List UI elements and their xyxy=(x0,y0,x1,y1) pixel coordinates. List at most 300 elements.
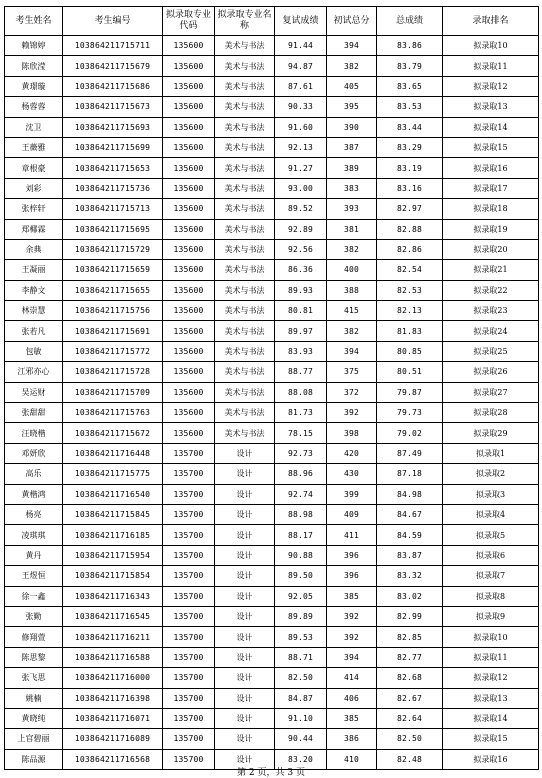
cell-retest-score: 88.71 xyxy=(275,647,327,667)
cell-retest-score: 92.74 xyxy=(275,484,327,504)
cell-major-name: 设计 xyxy=(215,443,275,463)
cell-total-score: 84.59 xyxy=(377,525,443,545)
table-row xyxy=(5,749,539,769)
cell-major-name: 美术与书法 xyxy=(215,280,275,300)
cell-retest-score: 88.17 xyxy=(275,525,327,545)
cell-name: 杨亮 xyxy=(5,504,63,524)
table-row xyxy=(5,158,539,178)
cell-initial-score: 420 xyxy=(327,443,377,463)
cell-admission-rank: 拟录取29 xyxy=(443,423,539,443)
cell-retest-score: 88.08 xyxy=(275,382,327,402)
cell-major-name: 美术与书法 xyxy=(215,76,275,96)
cell-total-score: 82.77 xyxy=(377,647,443,667)
cell-major-code: 135700 xyxy=(163,708,215,728)
cell-total-score: 83.44 xyxy=(377,117,443,137)
cell-total-score: 80.51 xyxy=(377,362,443,382)
cell-candidate-id: 103864211715756 xyxy=(63,301,163,321)
cell-retest-score: 87.61 xyxy=(275,76,327,96)
cell-total-score: 82.86 xyxy=(377,239,443,259)
cell-total-score: 82.50 xyxy=(377,729,443,749)
cell-candidate-id: 103864211715775 xyxy=(63,464,163,484)
cell-major-code: 135600 xyxy=(163,97,215,117)
cell-initial-score: 372 xyxy=(327,382,377,402)
cell-total-score: 82.88 xyxy=(377,219,443,239)
cell-initial-score: 386 xyxy=(327,729,377,749)
table-row xyxy=(5,525,539,545)
cell-name: 邓妍欣 xyxy=(5,443,63,463)
cell-major-code: 135600 xyxy=(163,199,215,219)
cell-candidate-id: 103864211715729 xyxy=(63,239,163,259)
cell-total-score: 83.02 xyxy=(377,586,443,606)
cell-retest-score: 92.56 xyxy=(275,239,327,259)
cell-name: 林崇慧 xyxy=(5,301,63,321)
cell-admission-rank: 拟录取19 xyxy=(443,219,539,239)
cell-total-score: 87.49 xyxy=(377,443,443,463)
header-major-code: 拟录取专业代码 xyxy=(163,7,215,36)
cell-initial-score: 392 xyxy=(327,606,377,626)
cell-admission-rank: 拟录取21 xyxy=(443,260,539,280)
cell-total-score: 83.79 xyxy=(377,56,443,76)
table-row xyxy=(5,484,539,504)
cell-candidate-id: 103864211715686 xyxy=(63,76,163,96)
cell-total-score: 84.98 xyxy=(377,484,443,504)
table-row xyxy=(5,464,539,484)
table-row xyxy=(5,382,539,402)
cell-initial-score: 382 xyxy=(327,321,377,341)
cell-initial-score: 394 xyxy=(327,36,377,56)
cell-admission-rank: 拟录取14 xyxy=(443,708,539,728)
table-row xyxy=(5,178,539,198)
cell-major-name: 美术与书法 xyxy=(215,423,275,443)
cell-retest-score: 89.97 xyxy=(275,321,327,341)
cell-candidate-id: 103864211716071 xyxy=(63,708,163,728)
cell-major-code: 135700 xyxy=(163,627,215,647)
cell-total-score: 83.65 xyxy=(377,76,443,96)
cell-admission-rank: 拟录取27 xyxy=(443,382,539,402)
cell-admission-rank: 拟录取9 xyxy=(443,606,539,626)
cell-initial-score: 383 xyxy=(327,178,377,198)
header-row xyxy=(5,7,539,36)
cell-total-score: 83.87 xyxy=(377,545,443,565)
cell-major-code: 135700 xyxy=(163,566,215,586)
header-total-score: 总成绩 xyxy=(377,7,443,36)
table-row xyxy=(5,729,539,749)
table-row xyxy=(5,280,539,300)
cell-initial-score: 415 xyxy=(327,301,377,321)
cell-major-name: 设计 xyxy=(215,627,275,647)
cell-retest-score: 89.53 xyxy=(275,627,327,647)
table-row xyxy=(5,260,539,280)
cell-major-code: 135700 xyxy=(163,749,215,769)
cell-initial-score: 410 xyxy=(327,749,377,769)
cell-name: 章根豪 xyxy=(5,158,63,178)
cell-retest-score: 92.05 xyxy=(275,586,327,606)
cell-major-name: 美术与书法 xyxy=(215,219,275,239)
cell-admission-rank: 拟录取10 xyxy=(443,36,539,56)
cell-retest-score: 86.36 xyxy=(275,260,327,280)
table-row xyxy=(5,443,539,463)
cell-major-code: 135600 xyxy=(163,321,215,341)
cell-initial-score: 385 xyxy=(327,586,377,606)
cell-major-name: 美术与书法 xyxy=(215,321,275,341)
cell-initial-score: 392 xyxy=(327,403,377,423)
cell-admission-rank: 拟录取8 xyxy=(443,586,539,606)
cell-candidate-id: 103864211715679 xyxy=(63,56,163,76)
cell-total-score: 79.73 xyxy=(377,403,443,423)
cell-admission-rank: 拟录取24 xyxy=(443,321,539,341)
table-row xyxy=(5,606,539,626)
table-row xyxy=(5,321,539,341)
cell-candidate-id: 103864211716398 xyxy=(63,688,163,708)
cell-candidate-id: 103864211715954 xyxy=(63,545,163,565)
cell-candidate-id: 103864211715736 xyxy=(63,178,163,198)
cell-initial-score: 394 xyxy=(327,341,377,361)
cell-major-name: 设计 xyxy=(215,606,275,626)
cell-major-name: 美术与书法 xyxy=(215,97,275,117)
cell-admission-rank: 拟录取15 xyxy=(443,137,539,157)
cell-admission-rank: 拟录取4 xyxy=(443,504,539,524)
cell-initial-score: 430 xyxy=(327,464,377,484)
cell-major-name: 设计 xyxy=(215,525,275,545)
cell-name: 李静文 xyxy=(5,280,63,300)
cell-admission-rank: 拟录取1 xyxy=(443,443,539,463)
cell-name: 高乐 xyxy=(5,464,63,484)
cell-initial-score: 393 xyxy=(327,199,377,219)
cell-major-code: 135700 xyxy=(163,443,215,463)
cell-name: 凌琪琪 xyxy=(5,525,63,545)
cell-total-score: 83.19 xyxy=(377,158,443,178)
cell-initial-score: 394 xyxy=(327,647,377,667)
cell-major-name: 设计 xyxy=(215,484,275,504)
cell-candidate-id: 103864211716343 xyxy=(63,586,163,606)
cell-major-code: 135600 xyxy=(163,117,215,137)
cell-total-score: 82.99 xyxy=(377,606,443,626)
cell-candidate-id: 103864211715772 xyxy=(63,341,163,361)
cell-name: 黄楷鸿 xyxy=(5,484,63,504)
cell-major-code: 135700 xyxy=(163,668,215,688)
cell-admission-rank: 拟录取12 xyxy=(443,76,539,96)
table-row xyxy=(5,137,539,157)
cell-major-name: 设计 xyxy=(215,749,275,769)
cell-candidate-id: 103864211716000 xyxy=(63,668,163,688)
table-header xyxy=(5,7,539,36)
table-row xyxy=(5,647,539,667)
cell-initial-score: 385 xyxy=(327,708,377,728)
cell-major-code: 135700 xyxy=(163,586,215,606)
cell-candidate-id: 103864211715659 xyxy=(63,260,163,280)
cell-total-score: 83.53 xyxy=(377,97,443,117)
table-row xyxy=(5,545,539,565)
table-row xyxy=(5,56,539,76)
cell-candidate-id: 103864211716545 xyxy=(63,606,163,626)
cell-total-score: 82.13 xyxy=(377,301,443,321)
cell-retest-score: 90.44 xyxy=(275,729,327,749)
cell-major-name: 设计 xyxy=(215,504,275,524)
cell-retest-score: 83.93 xyxy=(275,341,327,361)
cell-total-score: 83.29 xyxy=(377,137,443,157)
cell-initial-score: 396 xyxy=(327,566,377,586)
cell-admission-rank: 拟录取5 xyxy=(443,525,539,545)
cell-initial-score: 392 xyxy=(327,627,377,647)
cell-major-name: 设计 xyxy=(215,586,275,606)
cell-candidate-id: 103864211715711 xyxy=(63,36,163,56)
cell-name: 王煜恒 xyxy=(5,566,63,586)
cell-major-name: 设计 xyxy=(215,545,275,565)
cell-name: 黄丹 xyxy=(5,545,63,565)
cell-total-score: 80.85 xyxy=(377,341,443,361)
cell-name: 吴运财 xyxy=(5,382,63,402)
cell-initial-score: 405 xyxy=(327,76,377,96)
cell-retest-score: 90.88 xyxy=(275,545,327,565)
cell-admission-rank: 拟录取20 xyxy=(443,239,539,259)
cell-total-score: 82.97 xyxy=(377,199,443,219)
cell-major-name: 设计 xyxy=(215,708,275,728)
cell-major-code: 135700 xyxy=(163,484,215,504)
cell-name: 陈思黎 xyxy=(5,647,63,667)
cell-major-code: 135600 xyxy=(163,341,215,361)
cell-major-code: 135700 xyxy=(163,606,215,626)
cell-name: 张梓轩 xyxy=(5,199,63,219)
table-row xyxy=(5,708,539,728)
table-row xyxy=(5,627,539,647)
cell-major-code: 135600 xyxy=(163,301,215,321)
cell-admission-rank: 拟录取11 xyxy=(443,647,539,667)
cell-retest-score: 84.87 xyxy=(275,688,327,708)
cell-candidate-id: 103864211716540 xyxy=(63,484,163,504)
cell-candidate-id: 103864211715709 xyxy=(63,382,163,402)
cell-name: 修翔萱 xyxy=(5,627,63,647)
cell-total-score: 79.87 xyxy=(377,382,443,402)
table-row xyxy=(5,341,539,361)
cell-initial-score: 390 xyxy=(327,117,377,137)
table-row xyxy=(5,668,539,688)
table-row xyxy=(5,97,539,117)
cell-major-name: 设计 xyxy=(215,566,275,586)
cell-retest-score: 90.33 xyxy=(275,97,327,117)
cell-name: 王凝丽 xyxy=(5,260,63,280)
cell-initial-score: 406 xyxy=(327,688,377,708)
cell-retest-score: 88.98 xyxy=(275,504,327,524)
cell-name: 郑椰霖 xyxy=(5,219,63,239)
header-admission-rank: 录取排名 xyxy=(443,7,539,36)
cell-major-name: 美术与书法 xyxy=(215,260,275,280)
cell-major-name: 设计 xyxy=(215,688,275,708)
cell-admission-rank: 拟录取11 xyxy=(443,56,539,76)
cell-admission-rank: 拟录取2 xyxy=(443,464,539,484)
cell-major-code: 135600 xyxy=(163,423,215,443)
cell-major-code: 135700 xyxy=(163,729,215,749)
cell-initial-score: 398 xyxy=(327,423,377,443)
cell-name: 王薇雅 xyxy=(5,137,63,157)
cell-name: 张飞思 xyxy=(5,668,63,688)
cell-major-name: 美术与书法 xyxy=(215,301,275,321)
header-retest-score: 复试成绩 xyxy=(275,7,327,36)
cell-name: 黄璟璇 xyxy=(5,76,63,96)
cell-major-name: 设计 xyxy=(215,464,275,484)
cell-major-name: 设计 xyxy=(215,647,275,667)
cell-retest-score: 78.15 xyxy=(275,423,327,443)
cell-retest-score: 92.13 xyxy=(275,137,327,157)
header-initial-score: 初试总分 xyxy=(327,7,377,36)
cell-candidate-id: 103864211715699 xyxy=(63,137,163,157)
table-row xyxy=(5,117,539,137)
cell-major-code: 135600 xyxy=(163,137,215,157)
cell-admission-rank: 拟录取17 xyxy=(443,178,539,198)
cell-major-code: 135700 xyxy=(163,464,215,484)
cell-admission-rank: 拟录取13 xyxy=(443,688,539,708)
header-major-name: 拟录取专业名称 xyxy=(215,7,275,36)
cell-major-name: 设计 xyxy=(215,729,275,749)
cell-major-name: 美术与书法 xyxy=(215,36,275,56)
cell-candidate-id: 103864211715845 xyxy=(63,504,163,524)
cell-admission-rank: 拟录取6 xyxy=(443,545,539,565)
cell-admission-rank: 拟录取10 xyxy=(443,627,539,647)
cell-candidate-id: 103864211715728 xyxy=(63,362,163,382)
cell-major-code: 135600 xyxy=(163,36,215,56)
cell-major-code: 135600 xyxy=(163,260,215,280)
cell-candidate-id: 103864211715691 xyxy=(63,321,163,341)
cell-major-name: 美术与书法 xyxy=(215,362,275,382)
cell-candidate-id: 103864211715854 xyxy=(63,566,163,586)
cell-candidate-id: 103864211715655 xyxy=(63,280,163,300)
cell-retest-score: 89.89 xyxy=(275,606,327,626)
cell-retest-score: 80.81 xyxy=(275,301,327,321)
cell-total-score: 87.18 xyxy=(377,464,443,484)
cell-name: 杨蓉蓉 xyxy=(5,97,63,117)
cell-initial-score: 395 xyxy=(327,97,377,117)
cell-admission-rank: 拟录取3 xyxy=(443,484,539,504)
cell-name: 汪晓楷 xyxy=(5,423,63,443)
cell-major-name: 美术与书法 xyxy=(215,341,275,361)
cell-name: 赖锦婷 xyxy=(5,36,63,56)
header-name: 考生姓名 xyxy=(5,7,63,36)
table-row xyxy=(5,504,539,524)
cell-major-code: 135700 xyxy=(163,525,215,545)
cell-name: 刘彩 xyxy=(5,178,63,198)
cell-candidate-id: 103864211716568 xyxy=(63,749,163,769)
cell-candidate-id: 103864211716211 xyxy=(63,627,163,647)
cell-major-code: 135600 xyxy=(163,280,215,300)
cell-major-code: 135700 xyxy=(163,688,215,708)
cell-major-name: 美术与书法 xyxy=(215,56,275,76)
cell-total-score: 82.68 xyxy=(377,668,443,688)
cell-major-name: 美术与书法 xyxy=(215,403,275,423)
cell-name: 江邪亦心 xyxy=(5,362,63,382)
cell-admission-rank: 拟录取16 xyxy=(443,749,539,769)
cell-retest-score: 94.87 xyxy=(275,56,327,76)
table-body xyxy=(5,36,539,770)
cell-admission-rank: 拟录取14 xyxy=(443,117,539,137)
cell-admission-rank: 拟录取23 xyxy=(443,301,539,321)
cell-candidate-id: 103864211715693 xyxy=(63,117,163,137)
cell-candidate-id: 103864211716089 xyxy=(63,729,163,749)
cell-initial-score: 399 xyxy=(327,484,377,504)
cell-initial-score: 411 xyxy=(327,525,377,545)
table-row xyxy=(5,301,539,321)
cell-major-name: 美术与书法 xyxy=(215,178,275,198)
table-row xyxy=(5,36,539,56)
cell-major-name: 美术与书法 xyxy=(215,117,275,137)
page-footer: 第 2 页，共 3 页 xyxy=(237,768,305,778)
cell-candidate-id: 103864211715763 xyxy=(63,403,163,423)
cell-retest-score: 93.00 xyxy=(275,178,327,198)
cell-name: 陈品源 xyxy=(5,749,63,769)
cell-initial-score: 387 xyxy=(327,137,377,157)
cell-initial-score: 396 xyxy=(327,545,377,565)
table-row xyxy=(5,199,539,219)
cell-total-score: 82.54 xyxy=(377,260,443,280)
cell-retest-score: 89.93 xyxy=(275,280,327,300)
cell-admission-rank: 拟录取12 xyxy=(443,668,539,688)
table-row xyxy=(5,566,539,586)
table-row xyxy=(5,586,539,606)
cell-total-score: 82.48 xyxy=(377,749,443,769)
cell-total-score: 82.53 xyxy=(377,280,443,300)
cell-candidate-id: 103864211716448 xyxy=(63,443,163,463)
cell-major-code: 135600 xyxy=(163,403,215,423)
cell-major-code: 135600 xyxy=(163,219,215,239)
cell-candidate-id: 103864211716185 xyxy=(63,525,163,545)
cell-candidate-id: 103864211716588 xyxy=(63,647,163,667)
cell-major-code: 135700 xyxy=(163,504,215,524)
cell-name: 黄晓纯 xyxy=(5,708,63,728)
cell-initial-score: 375 xyxy=(327,362,377,382)
cell-admission-rank: 拟录取13 xyxy=(443,97,539,117)
cell-retest-score: 91.10 xyxy=(275,708,327,728)
table-row xyxy=(5,362,539,382)
cell-admission-rank: 拟录取15 xyxy=(443,729,539,749)
cell-candidate-id: 103864211715672 xyxy=(63,423,163,443)
cell-total-score: 83.86 xyxy=(377,36,443,56)
cell-candidate-id: 103864211715653 xyxy=(63,158,163,178)
table-row xyxy=(5,76,539,96)
cell-retest-score: 92.73 xyxy=(275,443,327,463)
cell-name: 余典 xyxy=(5,239,63,259)
cell-total-score: 82.67 xyxy=(377,688,443,708)
cell-major-code: 135700 xyxy=(163,647,215,667)
cell-major-name: 美术与书法 xyxy=(215,199,275,219)
cell-name: 陈欣滢 xyxy=(5,56,63,76)
table-row xyxy=(5,219,539,239)
table-row xyxy=(5,239,539,259)
cell-name: 姚楠 xyxy=(5,688,63,708)
cell-admission-rank: 拟录取28 xyxy=(443,403,539,423)
table-row xyxy=(5,403,539,423)
cell-name: 张若凡 xyxy=(5,321,63,341)
cell-retest-score: 91.44 xyxy=(275,36,327,56)
cell-retest-score: 89.50 xyxy=(275,566,327,586)
cell-major-code: 135700 xyxy=(163,545,215,565)
admission-table xyxy=(4,6,539,770)
cell-major-code: 135600 xyxy=(163,178,215,198)
cell-name: 沈卫 xyxy=(5,117,63,137)
cell-initial-score: 388 xyxy=(327,280,377,300)
cell-admission-rank: 拟录取18 xyxy=(443,199,539,219)
cell-candidate-id: 103864211715713 xyxy=(63,199,163,219)
cell-initial-score: 389 xyxy=(327,158,377,178)
cell-admission-rank: 拟录取25 xyxy=(443,341,539,361)
cell-admission-rank: 拟录取22 xyxy=(443,280,539,300)
cell-total-score: 82.64 xyxy=(377,708,443,728)
cell-retest-score: 92.89 xyxy=(275,219,327,239)
cell-major-name: 美术与书法 xyxy=(215,382,275,402)
table-row xyxy=(5,423,539,443)
cell-initial-score: 409 xyxy=(327,504,377,524)
cell-retest-score: 91.27 xyxy=(275,158,327,178)
cell-initial-score: 382 xyxy=(327,56,377,76)
cell-retest-score: 81.73 xyxy=(275,403,327,423)
cell-major-code: 135600 xyxy=(163,239,215,259)
